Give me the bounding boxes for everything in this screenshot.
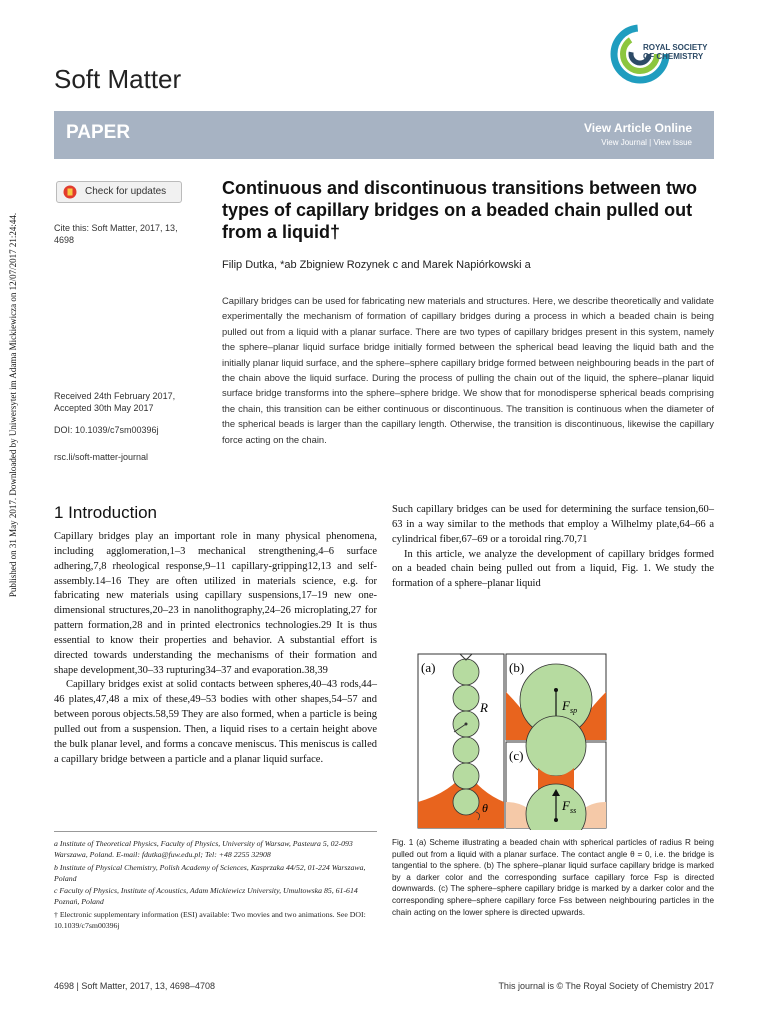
figure-caption: Fig. 1 (a) Scheme illustrating a beaded chain with spherical particles of radius R being pulled out from a liquid with a planar surface. The contact angle θ = 0, i.e. the bridge is tangential to the sphere. (b) The sphere–planar liquid surface capillary bridge is marked by a darker color and the corresponding surface capillary force Fsp is directed downwards. (c) The sphere–sphere capillary bridge is marked by a darker color and the corresponding sphere–sphere capillary force Fss between neighbouring particles in the chain acting on the lower sphere is directed upwards. bbox=[392, 838, 714, 917]
journal-name: Soft Matter bbox=[54, 64, 182, 94]
force-sp-label: $F_{sp}$ bbox=[562, 698, 578, 715]
footnote: † Electronic supplementary information (ESI) available: Two movies and two animations. See DOI: 10.1039/c7sm00396j bbox=[54, 909, 366, 931]
paragraph: Capillary bridges play an important role in many physical phenomena, including agglomeration,1–3 mechanical strengthening,4–6 surface adhering,7,8 rheological response,9–11 capillary-gripping12,13 and self-assembly.14–16 They are often utilized in materials science, e.g. for fabricating new materials using capillary suspensions,17–19 new one-dimensional structures,20–23 in nanolithography,24–26 microplating,27 for pattern formation,28 and in printed electronics technologies.29 It is thus essential to know their properties and behavior. A substantial effort is directed towards understanding the mechanisms of their formation and shape development,30–33 rupturing34–37 and evaporation.38,39 bbox=[54, 531, 377, 676]
article-type: PAPER bbox=[66, 122, 131, 143]
doi[interactable]: DOI: 10.1039/c7sm00396j bbox=[54, 425, 159, 435]
footnote-divider bbox=[54, 831, 377, 832]
received-date: Received 24th February 2017, bbox=[54, 391, 176, 401]
paper-banner bbox=[54, 111, 714, 159]
angle-label: θ bbox=[482, 801, 488, 815]
force-ss-label: $F_{ss}$ bbox=[562, 798, 577, 815]
check-updates-button[interactable]: Check for updates bbox=[56, 181, 182, 203]
section-heading: 1 Introduction bbox=[54, 503, 158, 522]
figure-1 bbox=[392, 652, 714, 830]
panel-b-label: (b) bbox=[509, 660, 525, 675]
paragraph: Capillary bridges exist at solid contacts between spheres,40–43 rods,44–46 plates,47,48 a mix of these,49–53 bodies with other shapes,54–57 and between porous objects.58,59 They are also formed, when a particle is being pulled out from a suspension. Then, a liquid rises to a certain height above the bulk planar level, and forms a concave meniscus. This meniscus is called a capillary bridge between a particle and a planar liquid surface. bbox=[54, 679, 377, 765]
paragraph: Such capillary bridges can be used for determining the surface tension,60–63 in a way similar to the methods that employ a Wilhelmy plate,64–66 a cylindrical fiber,67–69 or a toroidal ring.70,71 bbox=[392, 504, 714, 545]
panel-a bbox=[418, 654, 504, 828]
panel-a-label: (a) bbox=[421, 660, 436, 675]
author-list: Filip Dutka, *ab Zbigniew Rozynek c and Marek Napiórkowski a bbox=[222, 259, 531, 271]
footnote: b Institute of Physical Chemistry, Polish Academy of Sciences, Kasprzaka 44/52, 01-224 Warszawa, Poland bbox=[54, 862, 366, 883]
radius-label: R bbox=[480, 700, 488, 715]
right-column bbox=[392, 503, 714, 592]
view-journal-issue-links[interactable]: View Journal | View Issue bbox=[601, 138, 692, 147]
view-article-online-link[interactable]: View Article Online bbox=[583, 121, 692, 135]
download-note: Published on 31 May 2017. Downloaded by Uniwersytet im Adama Mickiewicza on 12/07/2017 21:24:44. bbox=[8, 212, 18, 598]
paragraph: In this article, we analyze the development of capillary bridges formed on a beaded chain being pulled out from a liquid, Fig. 1. We study the formation of a sphere–planar liquid bbox=[392, 548, 714, 590]
footnotes bbox=[54, 838, 377, 932]
paper-title: Continuous and discontinuous transitions between two types of capillary bridges on a beaded chain pulled out from a liquid† bbox=[222, 178, 697, 242]
accepted-date: Accepted 30th May 2017 bbox=[54, 403, 154, 413]
abstract: Capillary bridges can be used for fabricating new materials and structures. Here, we describe theoretically and validate experimentally the mechanism of formation of capillary bridges during a process in which a beaded chain is being pulled out from a liquid with a planar surface. There are two types of capillary bridges present in this system, namely the sphere–planar liquid surface bridge initially formed between the spherical bead leaving the liquid bath and the initially planar liquid surface, and the sphere–sphere capillary bridge formed between neighbouring beads in the part of the chain above the liquid surface. During the process of pulling the chain out of the liquid, the sphere–planar liquid surface bridge transforms into the sphere–sphere bridge. We show that for monodisperse spherical beads comprising the chain, this transition can be either continuous or discontinuous. The transition is continuous when the diameter of the spherical beads is larger than the capillary length. Otherwise, the transition is discontinuous, likewise the capillary force acting on the chain. bbox=[222, 295, 714, 445]
bookmark-icon bbox=[63, 185, 77, 199]
citation: Cite this: Soft Matter, 2017, 13, 4698 bbox=[54, 223, 178, 245]
footer-copyright: This journal is © The Royal Society of Chemistry 2017 bbox=[498, 981, 714, 991]
left-column bbox=[54, 530, 377, 768]
rsc-logo-text: ROYAL SOCIETY OF CHEMISTRY bbox=[643, 43, 708, 61]
journal-link[interactable]: rsc.li/soft-matter-journal bbox=[54, 452, 149, 462]
footnote: c Faculty of Physics, Institute of Acoustics, Adam Mickiewicz University, Umultowska 85, 61-614 Poznań, Poland bbox=[54, 886, 358, 907]
footnote: a Institute of Theoretical Physics, Faculty of Physics, University of Warsaw, Pasteura 5, 02-093 Warszawa, Poland. E-mail: fdutka@fuw.edu.pl; Tel: +48 2255 32908 bbox=[54, 839, 353, 860]
footer-citation: 4698 | Soft Matter, 2017, 13, 4698–4708 bbox=[54, 981, 215, 991]
panel-c-label: (c) bbox=[509, 748, 524, 763]
